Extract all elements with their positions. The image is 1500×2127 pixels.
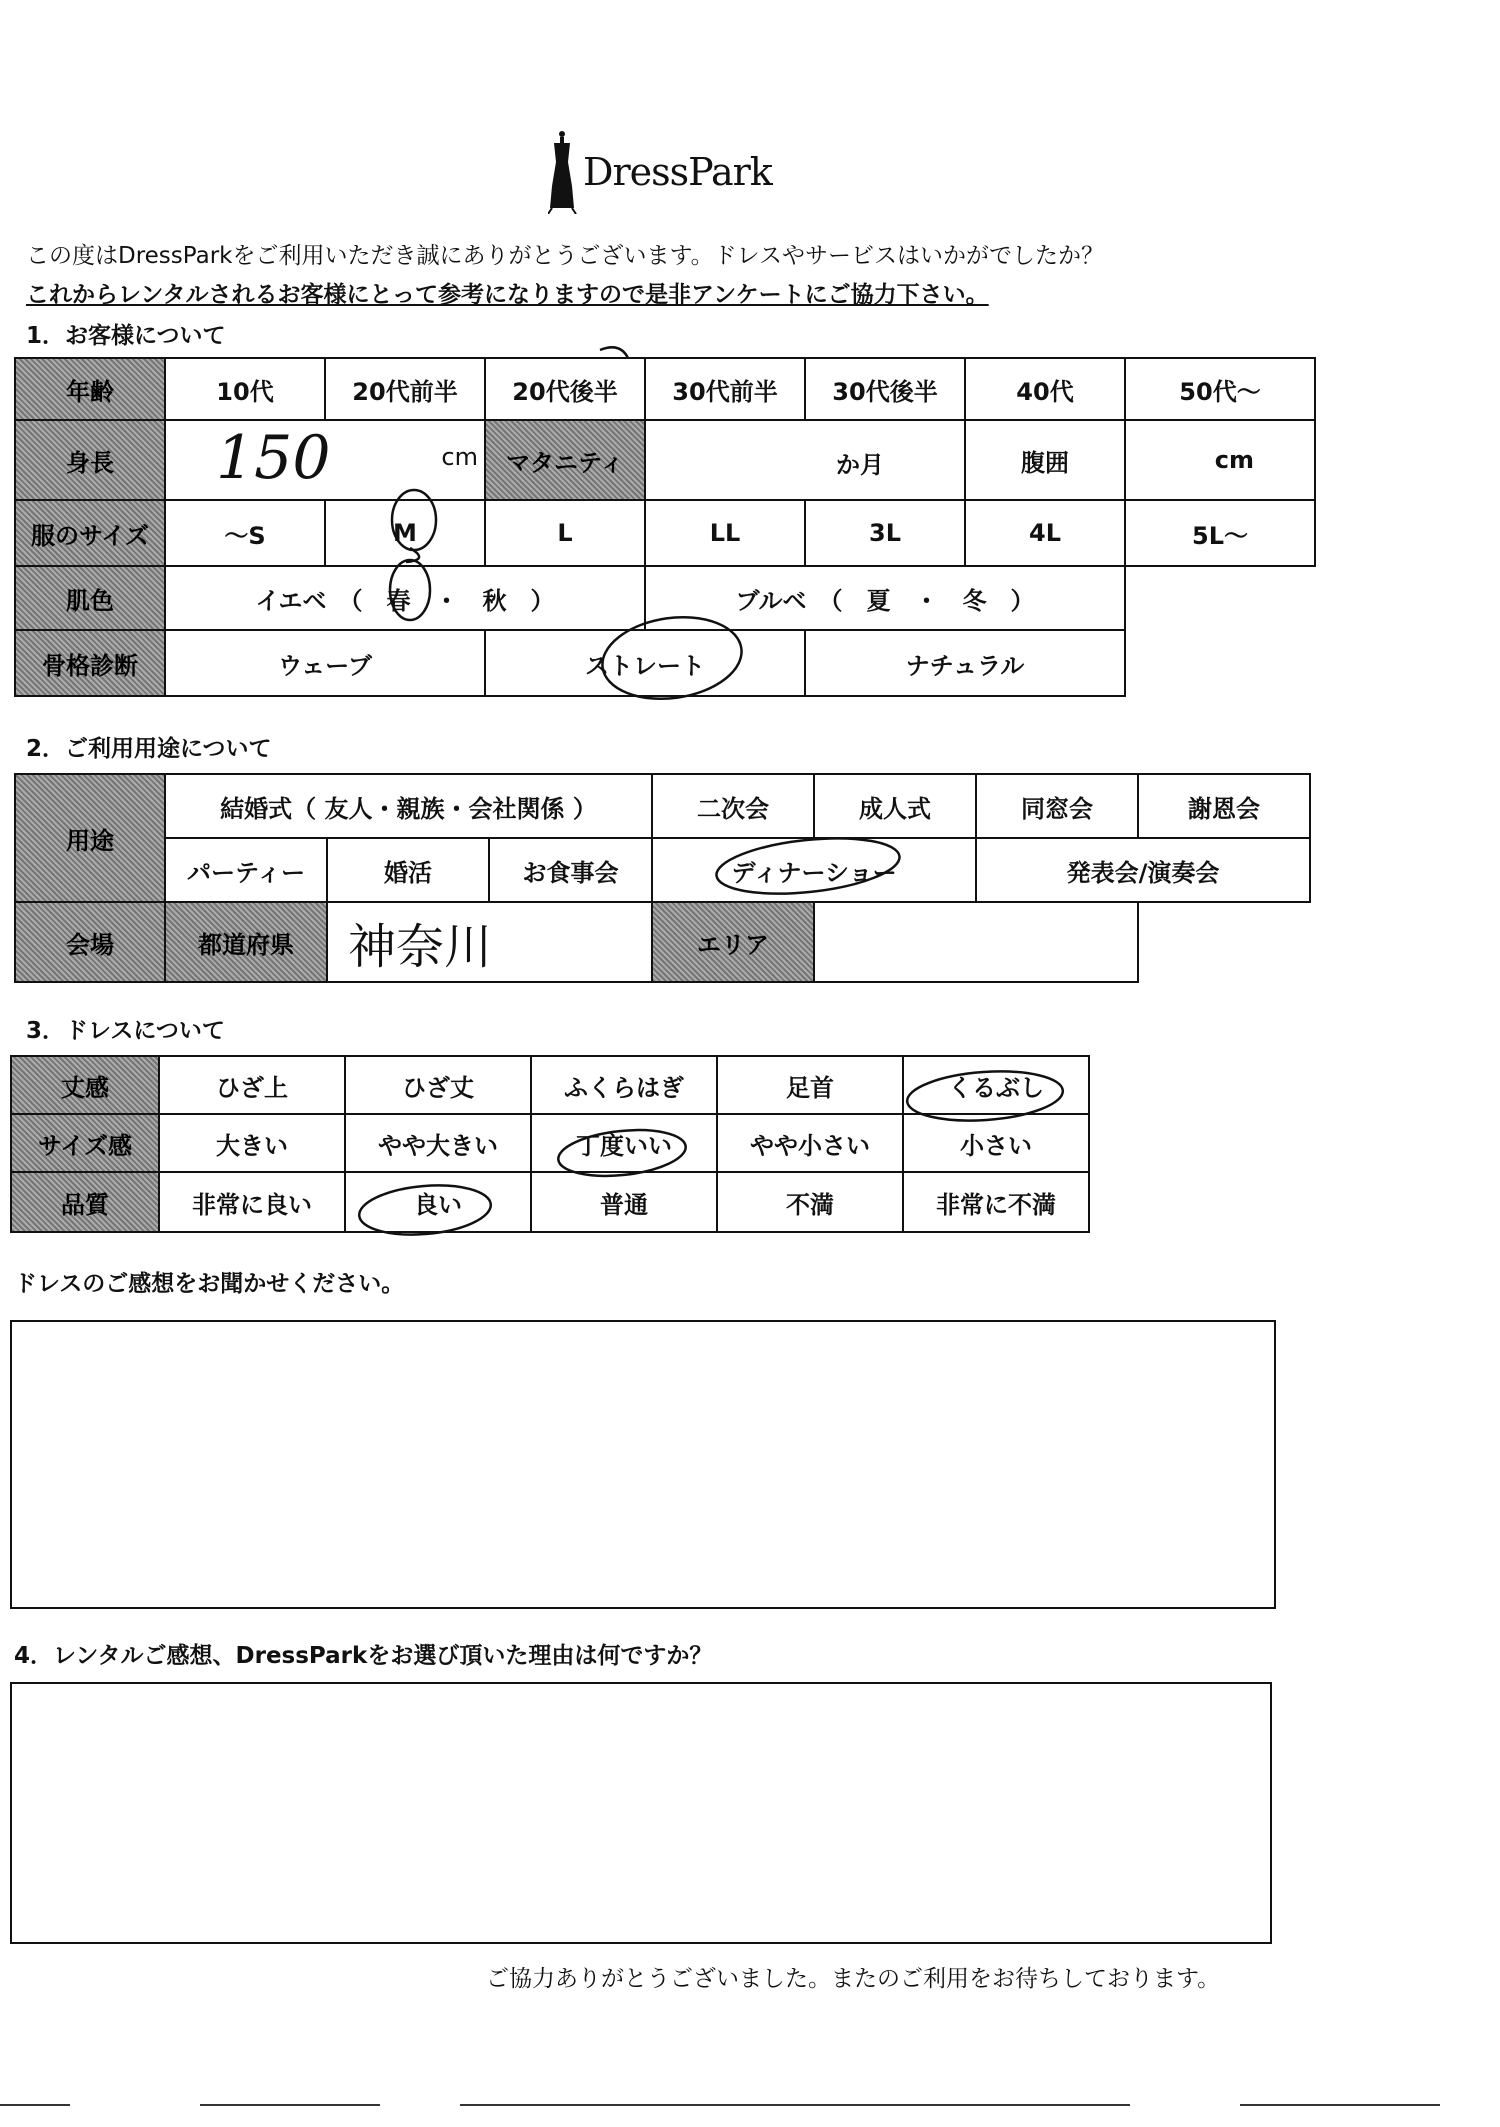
waist-unit[interactable]: cm	[1125, 420, 1315, 500]
frame-row	[15, 630, 1315, 696]
section2-title: 2．ご利用用途について	[26, 736, 272, 762]
quality-option[interactable]: 不満	[717, 1172, 903, 1232]
intro-text: この度はDressParkをご利用いただき誠にありがとうございます。ドレスやサービスはいかがでしたか？	[26, 243, 1104, 269]
maternity-months-field[interactable]	[645, 420, 965, 500]
months-unit: か月	[836, 451, 884, 479]
purpose-label: 用途	[15, 774, 165, 902]
scan-artifact	[0, 2104, 70, 2106]
fit-label: サイズ感	[11, 1114, 159, 1172]
age-option[interactable]: 30代後半	[805, 358, 965, 420]
size-option[interactable]: M	[325, 500, 485, 566]
size-option[interactable]: ～S	[165, 500, 325, 566]
prefecture-field[interactable]	[327, 902, 652, 982]
size-option[interactable]: L	[485, 500, 645, 566]
size-option[interactable]: 3L	[805, 500, 965, 566]
length-option[interactable]: ひざ丈	[345, 1056, 531, 1114]
size-label: 服のサイズ	[15, 500, 165, 566]
purpose-option[interactable]: お食事会	[489, 838, 652, 902]
section1-title: 1．お客様について	[26, 323, 226, 349]
fit-option[interactable]: やや大きい	[345, 1114, 531, 1172]
quality-row	[11, 1172, 1089, 1232]
dress-table	[10, 1055, 1090, 1233]
impression-textarea[interactable]	[10, 1320, 1276, 1609]
length-option[interactable]: ひざ上	[159, 1056, 345, 1114]
age-option[interactable]: 30代前半	[645, 358, 805, 420]
skin-label: 肌色	[15, 566, 165, 630]
height-row	[15, 420, 1315, 500]
frame-option[interactable]: ストレート	[485, 630, 805, 696]
venue-label: 会場	[15, 902, 165, 982]
frame-label: 骨格診断	[15, 630, 165, 696]
age-option[interactable]: 40代	[965, 358, 1125, 420]
skin-yellow-option[interactable]: イエベ （ 春 ・ 秋 ）	[165, 566, 645, 630]
scan-artifact	[460, 2104, 1130, 2106]
scan-artifact	[200, 2104, 380, 2106]
length-option[interactable]: 足首	[717, 1056, 903, 1114]
impression-prompt: ドレスのご感想をお聞かせください。	[14, 1271, 405, 1297]
height-label: 身長	[15, 420, 165, 500]
customer-table	[14, 357, 1316, 697]
section3-title: 3．ドレスについて	[26, 1018, 225, 1044]
scan-artifact	[1240, 2104, 1440, 2106]
height-value: 150	[216, 423, 331, 493]
frame-option[interactable]: ウェーブ	[165, 630, 485, 696]
intro-request: これからレンタルされるお客様にとって参考になりますので是非アンケートにご協力下さい。	[26, 282, 989, 308]
fit-option[interactable]: 丁度いい	[531, 1114, 717, 1172]
section4-title: 4．レンタルご感想、DressParkをお選び頂いた理由は何ですか？	[14, 1643, 713, 1669]
purpose-row-2	[15, 838, 1310, 902]
purpose-option[interactable]: 二次会	[652, 774, 814, 838]
venue-row	[15, 902, 1310, 982]
quality-option[interactable]: 普通	[531, 1172, 717, 1232]
height-unit: cm	[441, 443, 478, 471]
quality-option[interactable]: 良い	[345, 1172, 531, 1232]
height-field[interactable]	[165, 420, 485, 500]
frame-option[interactable]: ナチュラル	[805, 630, 1125, 696]
age-option[interactable]: 20代前半	[325, 358, 485, 420]
quality-option[interactable]: 非常に不満	[903, 1172, 1089, 1232]
purpose-option[interactable]: 謝恩会	[1138, 774, 1310, 838]
quality-option[interactable]: 非常に良い	[159, 1172, 345, 1232]
skin-row	[15, 566, 1315, 630]
purpose-option[interactable]: パーティー	[165, 838, 327, 902]
fit-row	[11, 1114, 1089, 1172]
size-option[interactable]: 4L	[965, 500, 1125, 566]
purpose-option[interactable]: 婚活	[327, 838, 489, 902]
fit-option[interactable]: 小さい	[903, 1114, 1089, 1172]
size-option[interactable]: LL	[645, 500, 805, 566]
purpose-row-1	[15, 774, 1310, 838]
area-field[interactable]	[814, 902, 1138, 982]
purpose-table	[14, 773, 1311, 983]
area-label: エリア	[652, 902, 814, 982]
age-option[interactable]: 50代～	[1125, 358, 1315, 420]
purpose-option[interactable]: 発表会/演奏会	[976, 838, 1310, 902]
length-label: 丈感	[11, 1056, 159, 1114]
wedding-option[interactable]: 結婚式（ 友人・親族・会社関係 ）	[165, 774, 652, 838]
purpose-option[interactable]: 同窓会	[976, 774, 1138, 838]
fit-option[interactable]: 大きい	[159, 1114, 345, 1172]
age-option[interactable]: 10代	[165, 358, 325, 420]
brand-logo: DressPark	[583, 150, 772, 194]
quality-label: 品質	[11, 1172, 159, 1232]
fit-option[interactable]: やや小さい	[717, 1114, 903, 1172]
waist-label: 腹囲	[965, 420, 1125, 500]
age-label: 年齢	[15, 358, 165, 420]
length-row	[11, 1056, 1089, 1114]
purpose-option[interactable]: ディナーショー	[652, 838, 976, 902]
size-row	[15, 500, 1315, 566]
reason-textarea[interactable]	[10, 1682, 1272, 1944]
age-row	[15, 358, 1315, 420]
prefecture-label: 都道府県	[165, 902, 327, 982]
maternity-label: マタニティ	[485, 420, 645, 500]
prefecture-value: 神奈川	[348, 918, 493, 975]
age-option[interactable]: 20代後半	[485, 358, 645, 420]
length-option[interactable]: ふくらはぎ	[531, 1056, 717, 1114]
length-option[interactable]: くるぶし	[903, 1056, 1089, 1114]
purpose-option[interactable]: 成人式	[814, 774, 976, 838]
thanks-footer: ご協力ありがとうございました。またのご利用をお待ちしております。	[486, 1966, 1221, 1992]
skin-blue-option[interactable]: ブルベ （ 夏 ・ 冬 ）	[645, 566, 1125, 630]
size-option[interactable]: 5L～	[1125, 500, 1315, 566]
